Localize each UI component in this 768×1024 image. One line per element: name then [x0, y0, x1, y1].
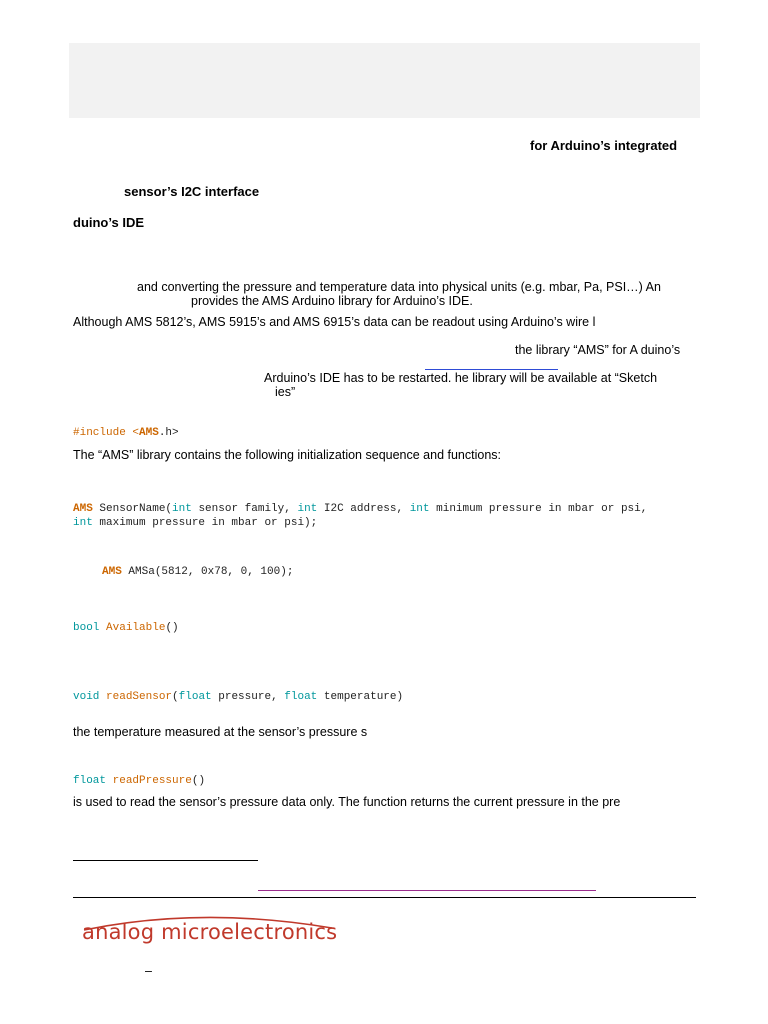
code-readpressure — [73, 775, 205, 787]
type-keyword: int — [73, 517, 93, 529]
company-logo — [82, 914, 342, 966]
footnote-separator — [73, 860, 258, 861]
code-text: temperature) — [317, 691, 404, 703]
function-name: Available — [106, 622, 166, 634]
type-keyword: void — [73, 691, 100, 703]
include-lib-name: AMS — [139, 427, 159, 439]
subheading-ide: duino’s IDE — [73, 215, 145, 230]
footer-dash: – — [145, 964, 152, 978]
class-name: AMS — [102, 566, 122, 578]
type-keyword: int — [172, 503, 192, 515]
code-constructor-line-2 — [73, 517, 317, 529]
code-include — [73, 427, 179, 439]
hyperlink-underline[interactable] — [425, 369, 558, 370]
paragraph-7: is used to read the sensor’s pressure data only. The function returns the current pressure in the pre — [73, 795, 621, 809]
function-name: readSensor — [106, 691, 173, 703]
code-example — [102, 566, 293, 578]
subheading-i2c: sensor’s I2C interface — [124, 184, 260, 199]
code-constructor-line-1 — [73, 503, 647, 515]
code-text: SensorName( — [92, 503, 173, 515]
type-keyword: float — [284, 691, 318, 703]
type-keyword: float — [178, 691, 212, 703]
type-keyword: float — [73, 775, 107, 787]
logo-arc-icon — [82, 914, 342, 966]
type-keyword: int — [409, 503, 430, 515]
code-text: I2C address, — [317, 503, 410, 515]
paragraph-6: the temperature measured at the sensor’s pressure s — [73, 725, 368, 739]
code-text: () — [191, 775, 206, 787]
paragraph-5: The “AMS” library contains the following initialization sequence and functions: — [73, 448, 502, 462]
paragraph-1-line-2: provides the AMS Arduino library for Arduino’s IDE. — [191, 294, 473, 308]
logo-wordmark: analog microelectronics — [82, 920, 338, 944]
paragraph-1-line-1: and converting the pressure and temperature data into physical units (e.g. mbar, Pa, PSI…) An — [137, 280, 661, 294]
type-keyword: int — [297, 503, 318, 515]
code-available — [73, 622, 179, 634]
footer-link-underline[interactable] — [258, 890, 596, 891]
paragraph-2: Although AMS 5812’s, AMS 5915’s and AMS 6915’s data can be readout using Arduino’s wire l — [73, 315, 596, 329]
include-directive: #include < — [73, 427, 140, 439]
heading-right: for Arduino’s integrated — [530, 138, 678, 153]
header-box — [69, 43, 700, 118]
code-text: sensor family, — [191, 503, 298, 515]
code-text: minimum pressure in mbar or psi, — [429, 503, 648, 515]
class-name: AMS — [73, 503, 93, 515]
code-text: maximum pressure in mbar or psi); — [92, 517, 318, 529]
paragraph-4-line-2: ies” — [275, 385, 296, 399]
code-text: () — [165, 622, 179, 634]
code-readsensor — [73, 691, 403, 703]
paragraph-4-line-1: Arduino’s IDE has to be restarted. he library will be available at “Sketch — [264, 371, 658, 385]
footer-rule — [73, 897, 696, 898]
code-text: ( — [172, 691, 179, 703]
function-name: readPressure — [112, 775, 192, 787]
code-text: AMSa(5812, 0x78, 0, 100); — [121, 566, 294, 578]
code-text: pressure, — [211, 691, 285, 703]
type-keyword: bool — [73, 622, 100, 634]
paragraph-3: the library “AMS” for A duino’s — [515, 343, 681, 357]
include-suffix: .h> — [158, 427, 179, 439]
